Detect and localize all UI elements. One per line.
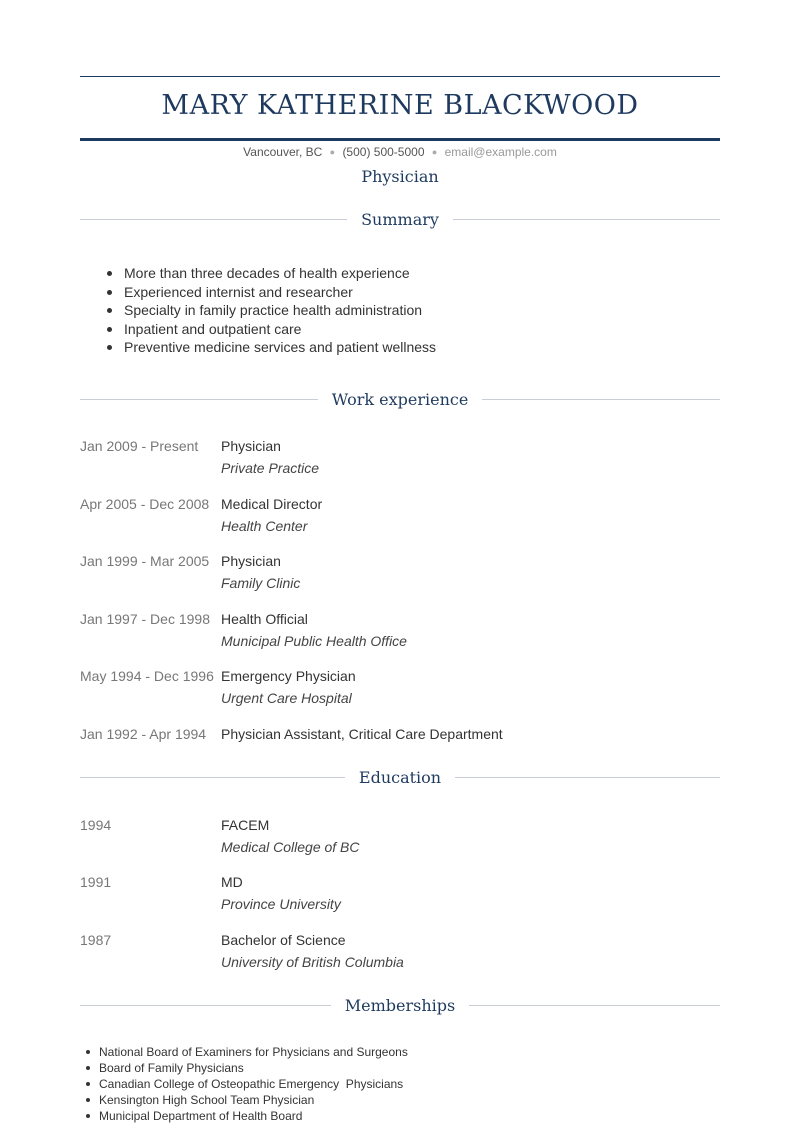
entry-role: Physician — [221, 553, 281, 569]
divider — [80, 399, 318, 400]
divider — [80, 219, 347, 220]
summary-section-heading — [80, 207, 720, 231]
list-item: Experienced internist and researcher — [124, 283, 436, 302]
entry-degree: FACEM — [221, 817, 270, 833]
entry-organization: Municipal Public Health Office — [221, 633, 407, 649]
section-title: Summary — [361, 209, 439, 229]
candidate-name: MARY KATHERINE BLACKWOOD — [161, 90, 639, 121]
list-item: Preventive medicine services and patient wellness — [124, 339, 437, 355]
email-link[interactable]: email@example.com — [444, 145, 557, 159]
summary-list — [124, 264, 436, 357]
entry-degree: Bachelor of Science — [221, 932, 346, 948]
separator-dot-icon: ● — [431, 147, 438, 157]
list-item: Municipal Department of Health Board — [99, 1108, 408, 1124]
divider — [80, 777, 345, 778]
education-section-heading — [80, 765, 720, 789]
entry-date: Jan 1999 - Mar 2005 — [80, 553, 210, 569]
header-top-rule — [80, 76, 720, 77]
entry-role: Physician — [221, 438, 281, 454]
entry-date: Jan 1997 - Dec 1998 — [80, 611, 210, 627]
entry-organization: Urgent Care Hospital — [221, 690, 352, 706]
header-bottom-rule — [80, 138, 720, 141]
contact-line — [80, 145, 720, 159]
entry-organization: Family Clinic — [221, 575, 301, 591]
list-item: Board of Family Physicians — [99, 1060, 408, 1076]
location: Vancouver, BC — [243, 145, 323, 159]
entry-role: Health Official — [221, 611, 308, 627]
list-item: Kensington High School Team Physician — [99, 1092, 408, 1108]
divider — [80, 1005, 331, 1006]
list-item: More than three decades of health experience — [124, 264, 436, 283]
list-item: Canadian College of Osteopathic Emergency Physicians — [99, 1076, 408, 1092]
list-item: National Board of Examiners for Physicians and Surgeons — [99, 1045, 408, 1059]
entry-degree: MD — [221, 874, 243, 890]
entry-role: Emergency Physician — [221, 668, 356, 684]
separator-dot-icon: ● — [329, 147, 336, 157]
list-item: Inpatient and outpatient care — [124, 320, 436, 339]
memberships-section-heading — [80, 993, 720, 1017]
entry-date: Jan 1992 - Apr 1994 — [80, 726, 207, 742]
entry-role: Medical Director — [221, 496, 323, 512]
entry-date: May 1994 - Dec 1996 — [80, 668, 214, 684]
list-item: Specialty in family practice health administration — [124, 301, 436, 320]
divider — [482, 399, 720, 400]
entry-date: Jan 2009 - Present — [80, 438, 199, 454]
entry-institution: University of British Columbia — [221, 954, 404, 970]
entry-organization: Health Center — [221, 518, 308, 534]
section-title: Education — [358, 767, 442, 787]
entry-date: Apr 2005 - Dec 2008 — [80, 496, 210, 512]
divider — [453, 219, 720, 220]
phone: (500) 500-5000 — [342, 145, 425, 159]
divider — [469, 1005, 720, 1006]
work-section-heading — [80, 387, 720, 411]
entry-institution: Province University — [221, 896, 341, 912]
entry-date: 1991 — [80, 874, 112, 890]
entry-institution: Medical College of BC — [221, 839, 360, 855]
section-title: Memberships — [344, 995, 456, 1015]
entry-organization: Private Practice — [221, 460, 320, 476]
job-title: Physician — [361, 167, 439, 186]
memberships-list — [99, 1044, 408, 1124]
entry-role: Physician Assistant, Critical Care Department — [221, 726, 503, 742]
divider — [455, 777, 720, 778]
section-title: Work experience — [331, 389, 469, 409]
entry-date: 1987 — [80, 932, 112, 948]
entry-date: 1994 — [80, 817, 112, 833]
